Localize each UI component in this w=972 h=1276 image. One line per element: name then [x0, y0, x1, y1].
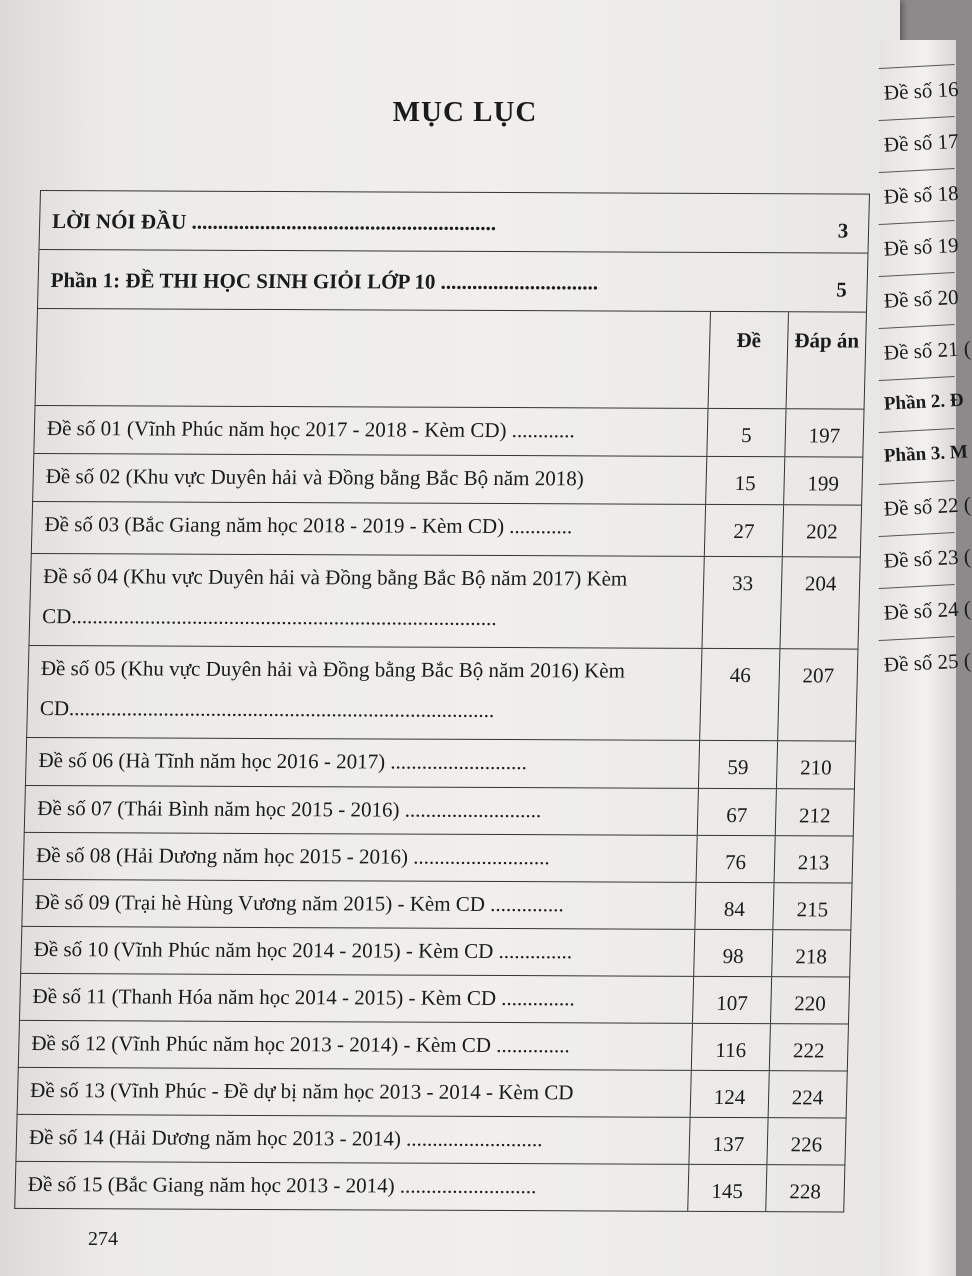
entry-title: Đề số 02 (Khu vực Duyên hải và Đồng bằng Bắc Bộ năm 2018) [45, 464, 585, 491]
entry-dap-an-page: 197 [784, 409, 863, 456]
entry-dap-an-page: 212 [775, 789, 854, 835]
entry-de-page: 76 [696, 836, 775, 882]
entry-title: Đề số 08 (Hải Dương năm học 2015 - 2016) .......................... [35, 842, 551, 870]
page-number: 274 [88, 1228, 118, 1250]
adjacent-page-row: Đề số 17 [879, 116, 958, 172]
entry-dap-an-page: 202 [782, 505, 861, 556]
header-de: Đề [708, 312, 788, 408]
toc-section-row [38, 190, 870, 254]
entry-title: Đề số 09 (Trại hè Hùng Vương năm 2015) - Kèm CD .............. [34, 889, 565, 917]
entry-dap-an-page: 215 [772, 883, 851, 929]
entry-dap-an-page: 207 [777, 649, 857, 740]
entry-dap-an-page: 222 [769, 1024, 848, 1070]
header-dap-an: Đáp án [786, 312, 866, 408]
toc-entry-row [31, 502, 862, 558]
section-label: Phần 1: ĐỀ THI HỌC SINH GIỎI LỚP 10 .............................. [50, 268, 599, 295]
entry-title: Đề số 11 (Thanh Hóa năm học 2014 - 2015) - Kèm CD .............. [32, 983, 576, 1011]
entry-title: Đề số 15 (Bắc Giang năm học 2013 - 2014) .......................... [27, 1171, 537, 1199]
entry-title: Đề số 07 (Thái Bình năm học 2015 - 2016) .......................... [37, 795, 542, 823]
toc-entries [14, 406, 864, 1213]
entry-de-page: 124 [690, 1071, 769, 1117]
entry-dap-an-page: 204 [779, 557, 859, 648]
column-header-row [35, 309, 867, 410]
section-page: 3 [837, 218, 849, 243]
adjacent-page-row: Đề số 22 ( [879, 480, 958, 536]
entry-title: Đề số 06 (Hà Tĩnh năm học 2016 - 2017) .......................... [38, 748, 528, 775]
entry-dap-an-page: 213 [774, 836, 853, 882]
entry-de-page: 33 [701, 557, 781, 648]
adjacent-page-row: Đề số 16 [879, 64, 958, 120]
toc-entry-row [20, 927, 851, 978]
adjacent-page-row: Đề số 18 [879, 168, 958, 224]
adjacent-page-row: Đề số 20 [879, 272, 958, 328]
entry-de-page: 137 [688, 1118, 767, 1164]
entry-de-page: 145 [687, 1165, 766, 1211]
entry-title: Đề số 04 (Khu vực Duyên hải và Đồng bằng Bắc Bộ năm 2017) Kèm CD................................................................................. [41, 564, 628, 630]
section-page: 5 [836, 277, 848, 302]
adjacent-page-row: Đề số 19 [879, 220, 958, 276]
entry-title: Đề số 12 (Vĩnh Phúc năm học 2013 - 2014) - Kèm CD .............. [31, 1030, 571, 1058]
toc-entry-row [21, 880, 852, 931]
toc-entry-row [17, 1068, 848, 1119]
adjacent-page-row: Đề số 21 ( [879, 324, 958, 380]
adjacent-page-row: Đề số 24 ( [879, 584, 958, 640]
entry-title: Đề số 05 (Khu vực Duyên hải và Đồng bằng Bắc Bộ năm 2016) Kèm CD................................................................................. [39, 656, 626, 722]
toc-entry-row [28, 554, 860, 650]
entry-dap-an-page: 228 [765, 1165, 844, 1211]
entry-de-page: 5 [706, 409, 785, 456]
toc-entry-row [14, 1162, 845, 1213]
adjacent-page-row: Đề số 23 ( [879, 532, 958, 588]
adjacent-page-row: Đề số 25 ( [879, 636, 958, 692]
entry-de-page: 59 [698, 741, 777, 788]
entry-de-page: 116 [691, 1024, 770, 1070]
entry-title: Đề số 01 (Vĩnh Phúc năm học 2017 - 2018 - Kèm CD) ............ [46, 416, 576, 443]
toc-entry-row [26, 646, 858, 742]
entry-dap-an-page: 224 [768, 1071, 847, 1117]
entry-de-page: 15 [705, 457, 784, 504]
entry-de-page: 67 [697, 789, 776, 835]
toc-section-row [37, 250, 868, 313]
section-label: LỜI NÓI ĐẦU .......................................................... [51, 209, 497, 235]
entry-de-page: 98 [693, 930, 772, 976]
toc-entry-row [33, 406, 864, 458]
toc-entry-row [32, 454, 863, 506]
adjacent-page [880, 40, 972, 1276]
page-title: MỤC LỤC [392, 96, 538, 128]
entry-dap-an-page: 199 [783, 457, 862, 504]
adjacent-page-row: Phần 2. Đ [879, 376, 958, 432]
entry-dap-an-page: 218 [771, 930, 850, 976]
toc-entry-row [19, 974, 850, 1025]
entry-dap-an-page: 226 [766, 1118, 845, 1164]
entry-de-page: 46 [699, 649, 779, 740]
entry-dap-an-page: 210 [776, 741, 855, 788]
entry-de-page: 107 [692, 977, 771, 1023]
entry-title: Đề số 10 (Vĩnh Phúc năm học 2014 - 2015) - Kèm CD .............. [33, 936, 573, 964]
entry-dap-an-page: 220 [770, 977, 849, 1023]
adjacent-page-row: Phần 3. M [879, 428, 958, 484]
entry-de-page: 84 [694, 883, 773, 929]
toc-entry-row [15, 1115, 846, 1166]
toc-entry-row [23, 833, 854, 884]
entry-title: Đề số 14 (Hải Dương năm học 2013 - 2014) .......................... [28, 1124, 543, 1152]
entry-title: Đề số 03 (Bắc Giang năm học 2018 - 2019 - Kèm CD) ............ [44, 512, 573, 539]
toc-entry-row [18, 1021, 849, 1072]
entry-de-page: 27 [704, 505, 783, 556]
entry-title: Đề số 13 (Vĩnh Phúc - Đề dự bị năm học 2013 - 2014 - Kèm CD [29, 1077, 574, 1105]
toc-entry-row [25, 738, 856, 790]
toc-entry-row [24, 786, 855, 837]
header-blank [36, 309, 710, 408]
table-of-contents [14, 190, 870, 1213]
